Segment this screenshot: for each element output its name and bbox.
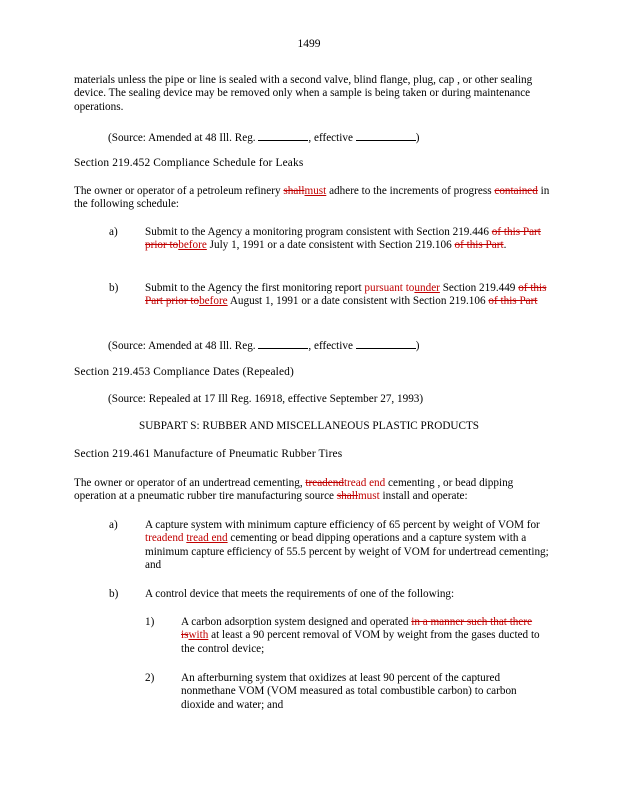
text-run: Submit to the Agency a monitoring program consistent with Section 219.446 xyxy=(145,226,489,238)
inserted-text: pursuant to xyxy=(364,282,415,294)
text-run: install and operate: xyxy=(382,490,468,503)
section-heading-452: Section 219.452 Compliance Schedule for Leaks xyxy=(74,157,304,169)
inserted-text: must xyxy=(357,490,380,503)
deleted-text: shall xyxy=(283,185,305,197)
inserted-text: before xyxy=(199,295,228,308)
item-label-a: a) xyxy=(109,519,118,531)
source-prefix: (Source: Amended at 48 Ill. Reg. xyxy=(108,340,256,352)
deleted-text: of this Part prior to xyxy=(145,282,547,308)
deleted-text: of this Part xyxy=(488,295,538,308)
source-suffix: ) xyxy=(415,132,420,144)
blank-effective-date xyxy=(356,338,416,349)
section-heading-453: Section 219.453 Compliance Dates (Repealed) xyxy=(74,366,294,378)
inserted-text: tread end xyxy=(343,477,386,489)
deleted-text: treadend xyxy=(145,532,184,545)
text-run: Section 219.449 xyxy=(442,282,516,294)
text-run: August 1, 1991 or a date consistent with Section 219.106 xyxy=(229,295,486,308)
inserted-text: before xyxy=(178,239,207,252)
section-461-intro xyxy=(74,477,552,504)
section-461-subitem-1 xyxy=(181,616,546,656)
deleted-text: of this Part xyxy=(454,239,504,252)
text-run: The owner or operator of a petroleum refinery xyxy=(74,185,281,197)
text-run: adhere to the increments of progress xyxy=(329,185,492,197)
section-452-item-a xyxy=(145,226,550,253)
blank-effective-date xyxy=(356,130,416,141)
text-run: A carbon adsorption system designed and operated xyxy=(181,616,409,628)
item-label-b: b) xyxy=(109,588,119,600)
deleted-text: treadend xyxy=(305,477,344,489)
inserted-text: with xyxy=(188,629,209,642)
source-middle: , effective xyxy=(308,132,353,144)
continued-paragraph: materials unless the pipe or line is sealed with a second valve, blind flange, plug, cap , or other sealing device. The sealing device may be removed only when a sample is being taken or during maintenance operations. xyxy=(74,74,533,113)
source-prefix: (Source: Amended at 48 Ill. Reg. xyxy=(108,132,256,144)
section-heading-461: Section 219.461 Manufacture of Pneumatic Rubber Tires xyxy=(74,448,343,460)
source-middle: , effective xyxy=(308,340,353,352)
deleted-text: shall xyxy=(336,490,358,503)
item-label-a: a) xyxy=(109,226,118,238)
deleted-text: in a manner such that there is xyxy=(181,616,533,642)
item-label-b: b) xyxy=(109,282,119,294)
deleted-text: contained xyxy=(494,185,538,197)
inserted-text: under xyxy=(414,282,440,294)
page-number: 1499 xyxy=(297,38,321,50)
blank-register xyxy=(258,338,308,349)
text-run: Submit to the Agency the first monitoring report xyxy=(145,282,362,294)
section-461-item-b: A control device that meets the requirements of one of the following: xyxy=(145,588,455,600)
source-note-amended xyxy=(108,130,548,145)
section-452-intro xyxy=(74,185,552,212)
inserted-text: must xyxy=(304,185,327,197)
text-run: at least a 90 percent removal of VOM by weight from the gases ducted to the control device; xyxy=(181,629,540,655)
section-461-item-a xyxy=(145,519,550,572)
text-run: cementing , or bead dipping operation at a pneumatic rubber tire manufacturing source xyxy=(74,477,514,503)
subitem-label-2: 2) xyxy=(145,672,155,684)
text-run: The owner or operator of an undertread cementing, xyxy=(74,477,303,489)
subitem-label-1: 1) xyxy=(145,616,155,628)
source-note-repealed: (Source: Repealed at 17 Ill Reg. 16918, effective September 27, 1993) xyxy=(108,393,424,405)
text-run: in the following schedule: xyxy=(74,185,550,211)
deleted-text: of this Part prior to xyxy=(145,226,541,252)
text-run: cementing or bead dipping operations and a capture system with a minimum capture efficiency of 55.5 percent by weight of VOM for undertread cementing; and xyxy=(145,532,549,571)
source-suffix: ) xyxy=(415,340,420,352)
section-461-subitem-2: An afterburning system that oxidizes at least 90 percent of the captured nonmethane VOM (VOM measured as total combustible carbon) to carbon dioxide and water; and xyxy=(181,672,517,711)
blank-register xyxy=(258,130,308,141)
text-run: . xyxy=(503,239,507,252)
source-note-amended-2 xyxy=(108,338,548,353)
section-452-item-b xyxy=(145,282,550,309)
text-run: July 1, 1991 or a date consistent with Section 219.106 xyxy=(209,239,452,252)
subpart-heading: SUBPART S: RUBBER AND MISCELLANEOUS PLASTIC PRODUCTS xyxy=(139,420,479,432)
text-run: A capture system with minimum capture efficiency of 65 percent by weight of VOM for xyxy=(145,519,540,531)
inserted-text: tread end xyxy=(186,532,228,545)
